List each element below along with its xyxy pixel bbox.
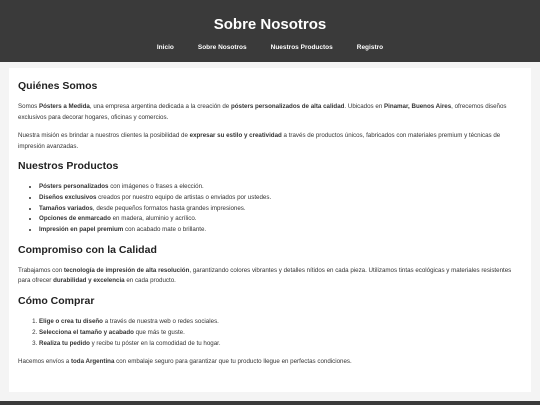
bold-text: Opciones de enmarcado xyxy=(39,215,111,223)
bold-text: Diseños exclusivos xyxy=(39,193,97,201)
heading-productos: Nuestros Productos xyxy=(18,160,119,172)
bold-text: Pósters a Medida xyxy=(38,103,90,110)
text-span: , garantizando colores vibrantes y detalles nítidos en cada pieza. Utilizamos tintas ecológicas y materiales resistentes para ofrecer xyxy=(18,266,512,285)
list-item xyxy=(39,182,522,193)
step-item xyxy=(39,339,522,350)
page-title: Sobre Nosotros xyxy=(213,16,327,33)
bold-text: pósters personalizados de alta calidad xyxy=(230,103,345,110)
heading-quienes-somos: Quiénes Somos xyxy=(18,80,98,92)
text-span: y recibe tu póster en la comodidad de tu hogar. xyxy=(89,339,221,347)
section-productos xyxy=(18,160,522,236)
bold-text: toda Argentina xyxy=(70,358,115,366)
step-item xyxy=(39,328,522,339)
text-span: a través de nuestra web o redes sociales. xyxy=(102,317,219,325)
bold-text: expresar su estilo y creatividad xyxy=(189,132,282,139)
text-span: Nuestra misión es brindar a nuestros clientes la posibilidad de xyxy=(18,132,190,139)
paragraph-calidad xyxy=(18,266,522,287)
paragraph-intro xyxy=(18,102,522,123)
section-como-comprar xyxy=(18,295,522,368)
nav-link-productos[interactable]: Nuestros Productos xyxy=(270,44,333,51)
content-card xyxy=(9,68,531,392)
bold-text: Impresión en papel premium xyxy=(39,226,124,234)
list-item xyxy=(39,225,522,236)
nav-link-sobre-nosotros[interactable]: Sobre Nosotros xyxy=(197,44,247,51)
heading-calidad: Compromiso con la Calidad xyxy=(18,243,157,256)
bold-text: Realiza tu pedido xyxy=(39,339,90,347)
bold-text: Elige o crea tu diseño xyxy=(39,317,103,325)
text-span: con imágenes o frases a elección. xyxy=(108,183,204,190)
text-span: , una empresa argentina dedicada a la creación de xyxy=(89,103,231,110)
list-item xyxy=(39,214,522,225)
bold-text: Tamaños variados xyxy=(39,204,93,212)
site-header xyxy=(0,0,540,62)
text-span: Somos xyxy=(18,103,39,110)
text-span: Hacemos envíos a xyxy=(18,358,71,366)
text-span: Trabajamos con xyxy=(18,266,64,274)
main-nav xyxy=(0,44,540,51)
products-list xyxy=(39,182,522,236)
bold-text: Pinamar, Buenos Aires xyxy=(383,103,452,110)
step-item xyxy=(39,317,522,328)
section-quienes-somos xyxy=(18,80,522,152)
bold-text: tecnología de impresión de alta resolución xyxy=(63,266,190,274)
section-calidad xyxy=(18,244,522,287)
text-span: en madera, aluminio y acrílico. xyxy=(110,215,197,223)
bold-text: durabilidad y excelencia xyxy=(53,277,125,285)
paragraph-mision xyxy=(18,131,522,152)
text-span: con acabado mate o brillante. xyxy=(123,226,207,234)
text-span: creados por nuestro equipo de artistas o enviados por ustedes. xyxy=(96,193,272,201)
nav-link-registro[interactable]: Registro xyxy=(356,44,384,51)
text-span: con embalaje seguro para garantizar que tu producto llegue en perfectas condiciones. xyxy=(114,358,352,366)
steps-list xyxy=(39,317,522,349)
list-item xyxy=(39,193,522,204)
text-span: a través de productos únicos, fabricados con materiales premium y técnicas de impresión avanzadas. xyxy=(18,132,501,150)
nav-link-inicio[interactable]: Inicio xyxy=(156,44,174,51)
bold-text: Selecciona el tamaño y acabado xyxy=(39,328,134,336)
bold-text: Pósters personalizados xyxy=(39,183,109,190)
paragraph-envios xyxy=(18,357,522,368)
text-span: que más te guste. xyxy=(133,328,185,336)
footer-bar xyxy=(0,401,540,405)
text-span: , desde pequeños formatos hasta grandes impresiones. xyxy=(92,204,246,212)
text-span: . Ubicados en xyxy=(344,103,384,110)
text-span: en cada producto. xyxy=(124,277,176,285)
text-span: , ofrecemos diseños exclusivos para decorar hogares, oficinas y comercios. xyxy=(18,103,507,121)
list-item xyxy=(39,204,522,215)
heading-como-comprar: Cómo Comprar xyxy=(18,294,95,307)
